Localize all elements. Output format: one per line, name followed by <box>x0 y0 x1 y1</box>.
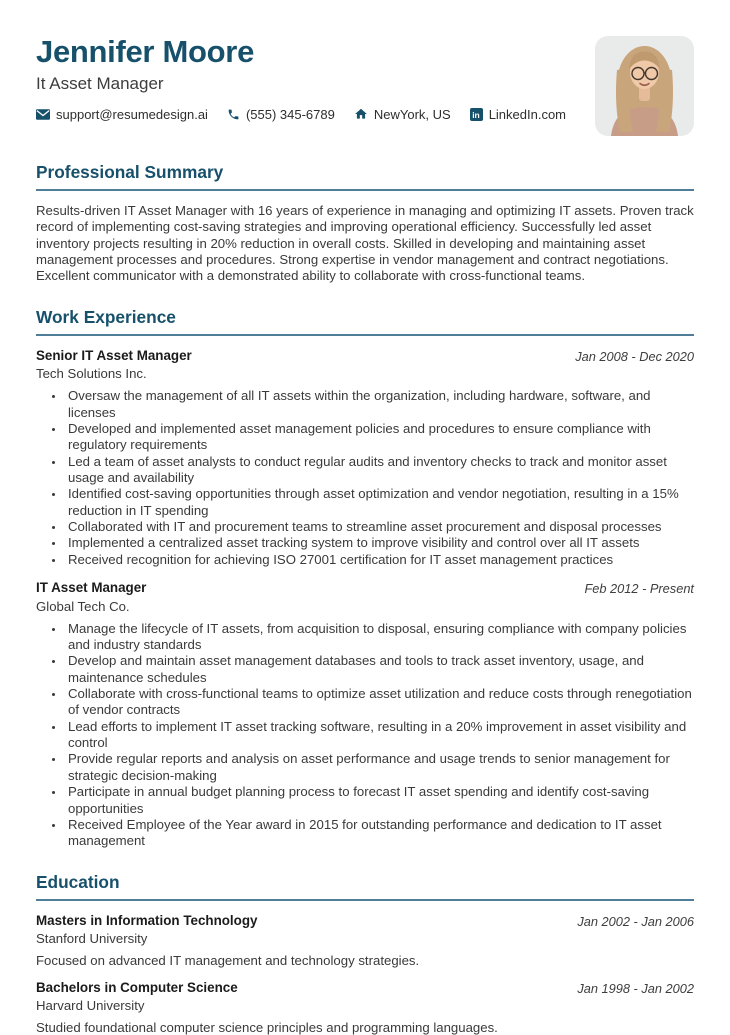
job-bullet: • Collaborated with IT and procurement teams to streamline asset procurement and disposal processes <box>65 519 694 535</box>
resume-header <box>36 36 694 136</box>
job-bullet-list <box>36 388 694 568</box>
job-bullet: • Developed and implemented asset management policies and procedures to ensure compliance with regulatory requirements <box>65 421 694 454</box>
section-divider <box>36 334 694 336</box>
degree-description: Focused on advanced IT management and technology strategies. <box>36 953 420 969</box>
section-title-experience: Work Experience <box>36 306 176 327</box>
job-role: IT Asset Manager <box>36 580 147 596</box>
phone-icon <box>227 108 240 121</box>
degree-title: Bachelors in Computer Science <box>36 980 238 996</box>
job-company: Tech Solutions Inc. <box>36 366 147 382</box>
linkedin-icon <box>470 108 483 121</box>
section-title-education: Education <box>36 871 120 892</box>
section-education <box>36 872 694 1035</box>
degree-title: Masters in Information Technology <box>36 912 258 928</box>
section-title-summary: Professional Summary <box>36 162 224 182</box>
section-divider <box>36 899 694 901</box>
svg-text:in: in <box>471 109 480 120</box>
job-bullet: • Manage the lifecycle of IT assets, from acquisition to disposal, ensuring compliance with company policies and industry standards <box>65 621 694 654</box>
candidate-job-title: It Asset Manager <box>36 73 164 93</box>
summary-text: Results-driven IT Asset Manager with 16 years of experience in managing and optimizing IT assets. Proven track record of implementing cost-saving strategies and improving operational efficiency. Successfully led asset inventory projects resulting in 20% reduction in overall costs. Skilled in developing and maintaining asset management processes and procedures. Strong expertise in vendor management and contract negotiations. Excellent communicator with a demonstrated ability to collaborate with cross-functional teams. <box>36 203 694 284</box>
contact-email[interactable] <box>36 107 208 122</box>
section-professional-summary <box>36 162 694 285</box>
section-divider <box>36 189 694 191</box>
section-work-experience <box>36 307 694 850</box>
job-bullet: • Implemented a centralized asset tracking system to improve visibility and control over all IT assets <box>65 535 694 551</box>
job-bullet: • Identified cost-saving opportunities through asset optimization and vendor negotiation, resulting in a 15% reduction in IT spending <box>65 486 694 519</box>
candidate-name: Jennifer Moore <box>36 34 255 69</box>
job-bullet: • Lead efforts to implement IT asset tracking software, resulting in a 20% improvement in asset visibility and control <box>65 719 694 752</box>
job-bullet: • Oversaw the management of all IT assets within the organization, including hardware, software, and licenses <box>65 388 694 421</box>
education-entry <box>36 979 694 1035</box>
degree-dates: Jan 2002 - Jan 2006 <box>577 913 694 929</box>
education-entry <box>36 912 694 968</box>
contact-phone-text: (555) 345-6789 <box>245 106 335 122</box>
job-entry <box>36 347 694 568</box>
job-dates: Jan 2008 - Dec 2020 <box>575 348 694 364</box>
email-icon <box>36 109 50 120</box>
contact-email-text: support@resumedesign.ai <box>56 106 208 122</box>
job-bullet-list <box>36 621 694 850</box>
contact-location-text: NewYork, US <box>373 106 451 122</box>
job-bullet: • Led a team of asset analysts to conduct regular audits and inventory checks to track and monitor asset usage and availability <box>65 454 694 487</box>
contact-linkedin[interactable] <box>470 107 566 122</box>
job-bullet: • Participate in annual budget planning process to forecast IT asset spending and identify cost-saving opportunities <box>65 784 694 817</box>
school-name: Stanford University <box>36 931 148 947</box>
contact-location <box>354 107 451 122</box>
contact-phone[interactable] <box>227 107 335 122</box>
home-icon <box>354 107 368 121</box>
school-name: Harvard University <box>36 998 145 1014</box>
profile-photo <box>595 36 694 136</box>
job-bullet: • Received recognition for achieving ISO 27001 certification for IT asset management practices <box>65 552 694 568</box>
job-bullet: • Received Employee of the Year award in 2015 for outstanding performance and dedication to IT asset management <box>65 817 694 850</box>
job-role: Senior IT Asset Manager <box>36 347 192 363</box>
job-entry <box>36 579 694 849</box>
contact-row <box>36 107 595 122</box>
degree-description: Studied foundational computer science principles and programming languages. <box>36 1020 498 1035</box>
job-bullet: • Collaborate with cross-functional teams to optimize asset utilization and reduce costs through renegotiation of vendor contracts <box>65 686 694 719</box>
job-bullet: • Develop and maintain asset management databases and tools to track asset inventory, usage, and maintenance schedules <box>65 653 694 686</box>
job-company: Global Tech Co. <box>36 598 130 614</box>
contact-linkedin-text: LinkedIn.com <box>488 106 567 122</box>
degree-dates: Jan 1998 - Jan 2002 <box>577 981 694 997</box>
job-dates: Feb 2012 - Present <box>584 581 694 597</box>
job-bullet: • Provide regular reports and analysis on asset performance and usage trends to senior management for strategic decision-making <box>65 751 694 784</box>
